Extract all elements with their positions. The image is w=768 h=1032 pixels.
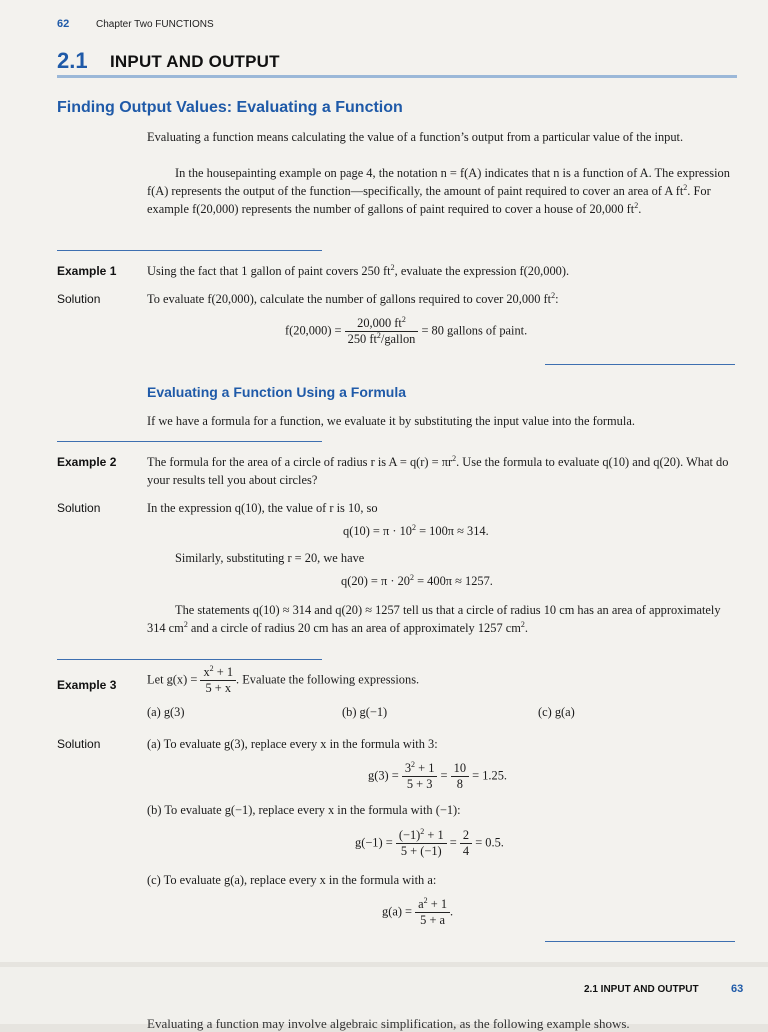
section-number: 2.1 [57, 48, 88, 73]
example-3-part-c: (c) g(a) [538, 705, 575, 719]
example-1-equation: f(20,000) = $\frac{20,000 ft^2}{250 ft^2/gallon}$ = 80 gallons of paint. [285, 314, 528, 346]
example-3-label: Example 3 [57, 678, 117, 692]
example-1-label: Example 1 [57, 264, 117, 278]
example-3-equation-c: g(a) = $\frac{a^2 + 1}{5 + a}$ . [382, 895, 454, 927]
formula-intro: If we have a formula for a function, we evaluate it by substituting the input value into the formula. [147, 414, 635, 428]
example-2-similarly: Similarly, substituting r = 20, we have [175, 551, 365, 565]
example-3-equation-a: g(3) = $\frac{3^2 + 1}{5 + 3}$ = $\frac{10}{8}$ = 1.25. [368, 759, 508, 791]
footer-title: 2.1 INPUT AND OUTPUT [584, 984, 699, 995]
example-divider [57, 441, 322, 442]
example-3-solution-a: (a) To evaluate g(3), replace every x in the formula with 3: [147, 737, 438, 751]
subsection-title: Finding Output Values: Evaluating a Function [57, 99, 403, 116]
page-number: 62 [57, 18, 70, 30]
example-3-equation-b: g(−1) = $\frac{(-1)^2 + 1}{5 + (-1)}$ = $\frac{2}{4}$ = 0.5. [355, 826, 504, 858]
example-divider [57, 250, 322, 251]
example-2-solution-text: In the expression q(10), the value of r is 10, so [147, 501, 378, 515]
example-2-equation-2: $q(20) = \pi \cdot 20^2 = 400\pi \approx 1257$. [341, 572, 493, 588]
example-2-label: Example 2 [57, 455, 117, 469]
example-3-solution-label: Solution [57, 737, 101, 751]
example-end-divider [545, 364, 735, 365]
intro-paragraph-1: Evaluating a function means calculating the value of a function’s output from a particular value of the input. [147, 130, 684, 144]
example-2-equation-1: $q(10) = \pi \cdot 10^2 = 100\pi \approx 314$. [343, 522, 489, 538]
example-3-solution-c: (c) To evaluate g(a), replace every x in the formula with a: [147, 873, 437, 887]
footer-page-number: 63 [731, 983, 744, 995]
chapter-header: Chapter Two FUNCTIONS [96, 19, 214, 30]
example-3-solution-b: (b) To evaluate g(−1), replace every x in the formula with (−1): [147, 803, 461, 817]
section-divider [57, 75, 737, 78]
example-2-text: The formula for the area of a circle of radius r is $A = q(r) = \pi r^2$. Use the formula to evaluate q(10) and q(20). What do your results tell you about circles? [147, 453, 729, 487]
subsection-title-2: Evaluating a Function Using a Formula [147, 384, 407, 400]
section-title: INPUT AND OUTPUT [110, 52, 280, 71]
example-3-part-a: (a) g(3) [147, 705, 185, 719]
example-3-part-b: (b) g(−1) [342, 705, 388, 719]
example-2-conclusion: The statements q(10) ≈ 314 and q(20) ≈ 1257 tell us that a circle of radius 10 cm has an area of approximately 314 $cm^2$ and a circle of radius 20 cm has an area of approximately 1257 $cm^2$. [147, 603, 721, 635]
example-divider [57, 659, 322, 660]
example-1-text: Using the fact that 1 gallon of paint covers 250 $ft^2$, evaluate the expression f(20,000). [147, 262, 570, 278]
example-1-solution-label: Solution [57, 292, 101, 306]
example-1-solution-text: To evaluate f(20,000), calculate the number of gallons required to cover 20,000 $ft^2$: [147, 290, 559, 306]
next-page-text: Evaluating a function may involve algebraic simplification, as the following example shows. [147, 1016, 630, 1031]
intro-paragraph-2: In the housepainting example on page 4, the notation n = f(A) indicates that n is a function of A. The expression f(A) represents the output of the function—specifically, the amount of paint required to cover an area of A $ft^2$. For example f(20,000) represents the number of gallons of paint required to cover a house of 20,000 $ft^2$. [147, 166, 730, 216]
example-end-divider [545, 941, 735, 942]
example-3-definition: Let g(x) = $\frac{x^2 + 1}{5 + x}$ . Evaluate the following expressions. [147, 663, 420, 695]
example-2-solution-label: Solution [57, 501, 101, 515]
